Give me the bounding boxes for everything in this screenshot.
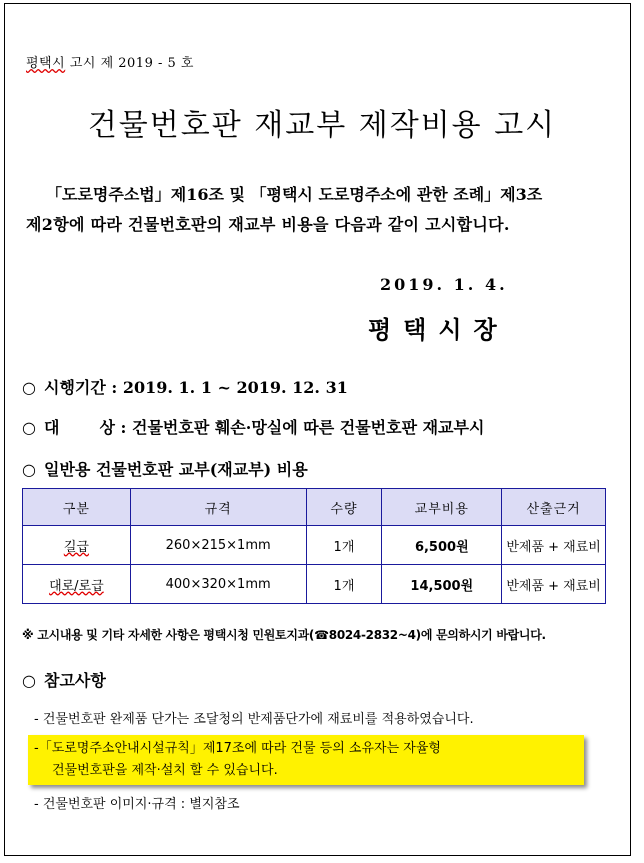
highlight-box: [28, 735, 584, 785]
header-qty: 수량: [306, 489, 382, 526]
target-label-2: 상: [99, 418, 115, 437]
notice-date: 2019. 1. 4.: [380, 275, 508, 294]
cell-price: 6,500원: [382, 526, 502, 565]
notice-number: [26, 52, 194, 71]
period-text: 시행기간 : 2019. 1. 1 ~ 2019. 12. 31: [44, 378, 348, 397]
signer: 평택시장: [368, 315, 509, 344]
header-price: 교부비용: [382, 489, 502, 526]
table-row: [23, 526, 606, 565]
circle-bullet-icon: ○: [22, 460, 36, 479]
cell-price: 14,500원: [382, 565, 502, 604]
intro-line-1: 「도로명주소법」제16조 및 「평택시 도로명주소에 관한 조례」제3조: [46, 185, 543, 204]
cell-type: 길급: [23, 526, 131, 565]
highlight-line-2: 건물번호판을 제작·설치 할 수 있습니다.: [52, 763, 278, 778]
reference-heading: [22, 668, 106, 691]
reference-heading-text: 참고사항: [44, 671, 106, 690]
item-period: [22, 375, 348, 398]
target-text: : 건물번호판 훼손·망실에 따른 건물번호판 재교부시: [120, 418, 485, 437]
cost-table: [22, 488, 606, 604]
header-basis: 산출근거: [502, 489, 606, 526]
notice-city: 평택시: [26, 56, 66, 71]
reference-bullet-3: - 건물번호판 이미지·규격 : 별지참조: [34, 797, 240, 812]
target-label-1: 대: [44, 418, 60, 437]
circle-bullet-icon: ○: [22, 418, 36, 437]
cell-size: 400×320×1mm: [130, 565, 306, 604]
intro-paragraph: [26, 180, 630, 240]
cell-size: 260×215×1mm: [130, 526, 306, 565]
item-target: [22, 415, 484, 438]
contact-note: ※ 고시내용 및 기타 자세한 사항은 평택시청 민원토지과(☎8024-2832~4)에 문의하시기 바랍니다.: [22, 628, 546, 642]
table-header-row: [23, 489, 606, 526]
cell-type: 대로/로급: [23, 565, 131, 604]
cell-basis: 반제품 + 재료비: [502, 526, 606, 565]
intro-line-2: 제2항에 따라 건물번호판의 재교부 비용을 다음과 같이 고시합니다.: [26, 215, 510, 234]
header-size: 규격: [130, 489, 306, 526]
highlight-line-1: -「도로명주소안내시설규칙」제17조에 따라 건물 등의 소유자는 자율형: [34, 741, 441, 756]
header-type: 구분: [23, 489, 131, 526]
cell-basis: 반제품 + 재료비: [502, 565, 606, 604]
circle-bullet-icon: ○: [22, 671, 36, 690]
cell-qty: 1개: [306, 565, 382, 604]
notice-number-text: 고시 제 2019 - 5 호: [65, 56, 194, 71]
item-cost-heading: [22, 457, 308, 480]
cell-qty: 1개: [306, 526, 382, 565]
cost-heading-text: 일반용 건물번호판 교부(재교부) 비용: [44, 460, 308, 479]
circle-bullet-icon: ○: [22, 378, 36, 397]
document-title: 건물번호판 재교부 제작비용 고시: [87, 108, 557, 143]
table-row: [23, 565, 606, 604]
reference-bullet-1: - 건물번호판 완제품 단가는 조달청의 반제품단가에 재료비를 적용하였습니다.: [34, 712, 474, 727]
